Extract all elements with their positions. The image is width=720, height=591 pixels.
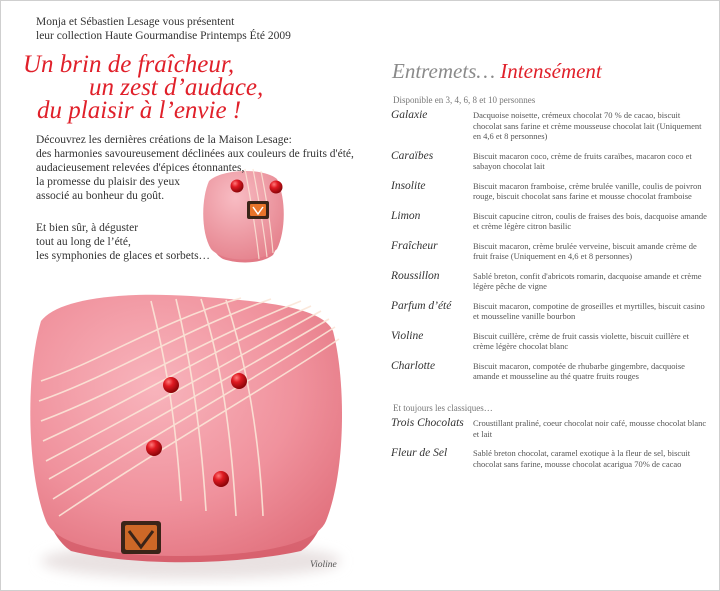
intro-line: Monja et Sébastien Lesage vous présentent: [36, 16, 235, 28]
description-line: audacieusement relevées d'épices étonnantes,: [36, 162, 245, 174]
list-item: [391, 360, 711, 382]
intro-text: [36, 15, 291, 43]
left-page: [1, 1, 361, 590]
item-name: Parfum d’été: [391, 299, 452, 312]
description-line: des harmonies savoureusement déclinées aux couleurs de fruits d'été,: [36, 148, 354, 160]
description-line: Découvrez les dernières créations de la Maison Lesage:: [36, 134, 292, 146]
red-currant: [146, 440, 162, 456]
photo-caption: Violine: [310, 560, 337, 570]
description-line: Et bien sûr, à déguster: [36, 222, 139, 234]
red-currant: [213, 471, 229, 487]
item-description: Biscuit macaron, compotée de rhubarbe gingembre, dacquoise amande et mousseline au thé quatre fruits rouges: [473, 360, 685, 381]
big-cake-chocolate-tag: [121, 521, 161, 554]
entremets-list: [391, 109, 711, 390]
list-item: [391, 109, 711, 142]
item-name: Fraîcheur: [391, 239, 438, 252]
item-name: Limon: [391, 209, 421, 222]
headline-line: du plaisir à l’envie !: [37, 97, 242, 124]
headline-line: Un brin de fraîcheur,: [23, 51, 235, 78]
item-description: Sablé breton chocolat, caramel exotique à la fleur de sel, biscuit chocolat sans farine, mousse chocolat acarigua 70% de cacao: [473, 448, 691, 469]
item-description: Dacquoise noisette, crémeux chocolat 70 % de cacao, biscuit chocolat sans farine et crème mousseuse chocolat lait (Uniquement en 4,6 et 8 personnes): [473, 110, 702, 141]
description-line: tout au long de l’été,: [36, 236, 131, 248]
red-currant: [231, 373, 247, 389]
item-name: Caraïbes: [391, 149, 434, 162]
description-line: associé au bonheur du goût.: [36, 190, 165, 202]
description-line: les symphonies de glaces et sorbets…: [36, 250, 211, 262]
list-item: [391, 270, 711, 292]
item-name: Trois Chocolats: [391, 417, 464, 429]
list-item: [391, 417, 711, 439]
item-description: Biscuit macaron, crème brulée verveine, biscuit amande crème de fruit fraise (Uniquement en 4,6 et 8 personnes): [473, 240, 697, 261]
menu-title-part1: Entremets…: [392, 59, 496, 83]
right-page: [361, 1, 719, 590]
list-item: [391, 300, 711, 322]
item-description: Sablé breton, confit d'abricots romarin, dacquoise amande et crème légère pêche de vigne: [473, 270, 702, 291]
headline: [1, 53, 361, 122]
item-description: Biscuit macaron coco, crème de fruits caraïbes, macaron coco et sabayon chocolat lait: [473, 150, 692, 171]
small-cake-chocolate-tag: [247, 201, 269, 219]
headline-line: un zest d’audace,: [89, 74, 264, 101]
list-item: [391, 150, 711, 172]
item-name: Insolite: [391, 179, 426, 192]
item-description: Biscuit macaron, compotine de groseilles et myrtilles, biscuit casino et mousseline vanille bourbon: [473, 300, 705, 321]
list-item: [391, 240, 711, 262]
menu-title: [392, 59, 602, 84]
list-item: [391, 330, 711, 352]
menu-title-part2: Intensément: [500, 59, 602, 83]
item-description: Biscuit cuillère, crème de fruit cassis violette, biscuit cuillère et crème légère chocolat blanc: [473, 330, 689, 351]
description-line: la promesse du plaisir des yeux: [36, 176, 181, 188]
list-item: [391, 447, 711, 469]
availability-note: Disponible en 3, 4, 6, 8 et 10 personnes: [393, 95, 536, 105]
intro-line: leur collection Haute Gourmandise Printemps Été 2009: [36, 30, 291, 42]
red-currant: [163, 377, 179, 393]
list-item: [391, 180, 711, 202]
item-description: Biscuit capucine citron, coulis de fraises des bois, dacquoise amande et crème légère citron basilic: [473, 210, 707, 231]
description-paragraph: [36, 133, 354, 203]
item-description: Croustillant praliné, coeur chocolat noir café, mousse chocolat blanc et lait: [473, 418, 707, 439]
classics-label: Et toujours les classiques…: [393, 403, 493, 413]
list-item: [391, 210, 711, 232]
item-name: Charlotte: [391, 359, 436, 372]
item-name: Violine: [391, 329, 424, 342]
item-name: Fleur de Sel: [391, 447, 448, 459]
classics-list: [391, 417, 711, 477]
ice-cream-paragraph: [36, 221, 210, 263]
item-name: Galaxie: [391, 109, 428, 121]
item-name: Roussillon: [391, 269, 440, 282]
item-description: Biscuit macaron framboise, crème brulée vanille, coulis de poivron rouge, biscuit chocolat sans farine et mousse chocolat framboise: [473, 180, 702, 201]
